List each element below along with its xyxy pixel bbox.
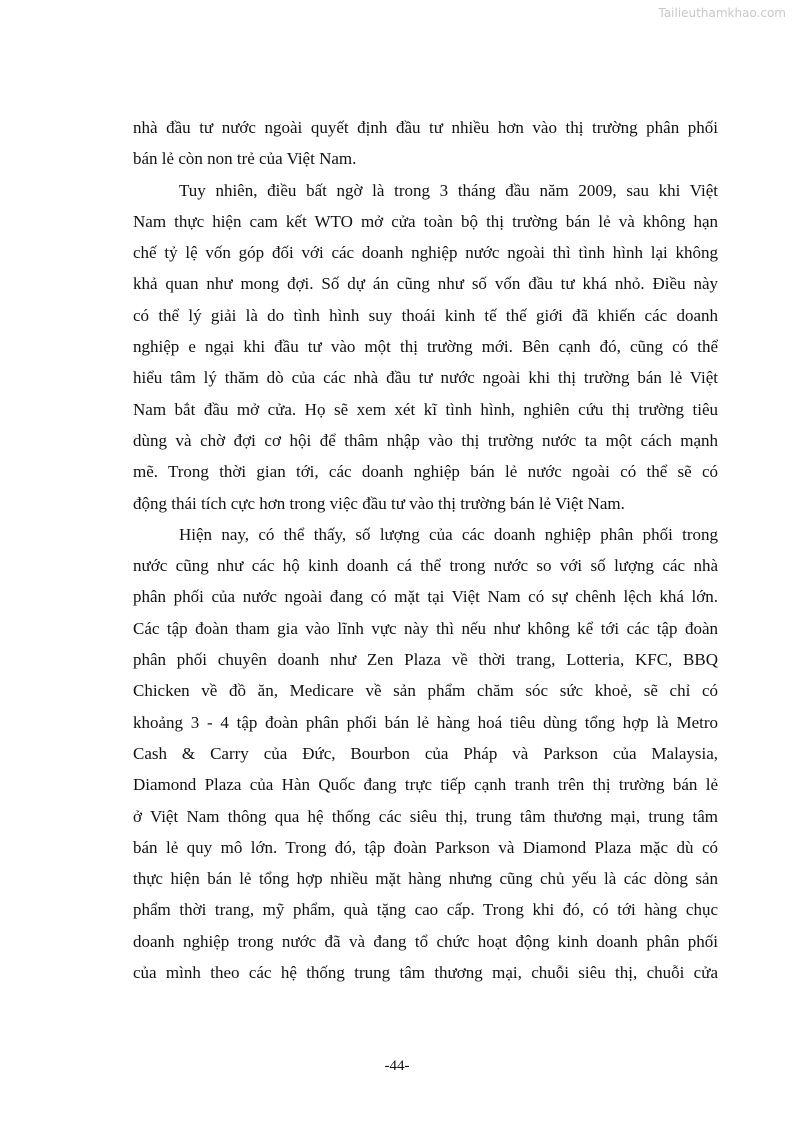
- text-line: nghiệp e ngại khi đầu tư vào một thị trường mới. Bên cạnh đó, cũng có thể: [133, 337, 718, 357]
- text-line: phân phối chuyên doanh như Zen Plaza về thời trang, Lotteria, KFC, BBQ: [133, 650, 718, 670]
- text-line: Chicken về đồ ăn, Medicare về sản phẩm chăm sóc sức khoẻ, sẽ chỉ có: [133, 681, 718, 701]
- text-line: có thể lý giải là do tình hình suy thoái kinh tế thế giới đã khiến các doanh: [133, 305, 718, 325]
- text-line: nhà đầu tư nước ngoài quyết định đầu tư nhiều hơn vào thị trường phân phối: [133, 118, 718, 137]
- text-line: Tuy nhiên, điều bất ngờ là trong 3 tháng đầu năm 2009, sau khi Việt: [179, 180, 718, 200]
- text-line: khả quan như mong đợi. Số dự án cũng như số vốn đầu tư khá nhỏ. Điều này: [133, 274, 718, 294]
- text-line: Diamond Plaza của Hàn Quốc đang trực tiếp cạnh tranh trên thị trường bán lẻ: [133, 775, 718, 795]
- text-line: Các tập đoàn tham gia vào lĩnh vực này thì nếu như không kể tới các tập đoàn: [133, 618, 718, 638]
- text-line: của mình theo các hệ thống trung tâm thương mại, chuỗi siêu thị, chuỗi cửa: [133, 963, 718, 983]
- text-line: Nam bắt đầu mở cửa. Họ sẽ xem xét kĩ tình hình, nghiên cứu thị trường tiêu: [133, 399, 718, 419]
- text-line: chế tỷ lệ vốn góp đối với các doanh nghiệp nước ngoài thì tình hình lại không: [133, 243, 718, 263]
- text-line: bán lẻ còn non trẻ của Việt Nam.: [133, 149, 357, 169]
- text-line: Cash & Carry của Đức, Bourbon của Pháp và Parkson của Malaysia,: [133, 743, 718, 763]
- text-line: phân phối của nước ngoài đang có mặt tại Việt Nam có sự chênh lệch khá lớn.: [133, 587, 718, 607]
- text-line: nước cũng như các hộ kinh doanh cá thể trong nước so với số lượng các nhà: [133, 556, 718, 576]
- text-line: ở Việt Nam thông qua hệ thống các siêu thị, trung tâm thương mại, trung tâm: [133, 806, 718, 826]
- text-line: động thái tích cực hơn trong việc đầu tư vào thị trường bán lẻ Việt Nam.: [133, 493, 625, 513]
- text-line: bán lẻ quy mô lớn. Trong đó, tập đoàn Parkson và Diamond Plaza mặc dù có: [133, 837, 718, 857]
- text-line: khoảng 3 - 4 tập đoàn phân phối bán lẻ hàng hoá tiêu dùng tổng hợp là Metro: [133, 712, 718, 732]
- page-number: -44-: [384, 1058, 410, 1074]
- text-line: thực hiện bán lẻ tổng hợp nhiều mặt hàng nhưng cũng chủ yếu là các dòng sản: [133, 869, 718, 889]
- paragraph-3: [133, 519, 718, 988]
- text-line: hiểu tâm lý thăm dò của các nhà đầu tư nước ngoài khi thị trường bán lẻ Việt: [133, 368, 718, 388]
- text-line: dùng và chờ đợi cơ hội để thâm nhập vào thị trường nước ta một cách mạnh: [133, 430, 718, 450]
- paragraph-1: [133, 112, 718, 175]
- watermark: Tailieuthamkhao.com: [658, 6, 786, 20]
- text-line: mẽ. Trong thời gian tới, các doanh nghiệp bán lẻ nước ngoài có thể sẽ có: [133, 462, 718, 482]
- text-line: phẩm thời trang, mỹ phẩm, quà tặng cao cấp. Trong khi đó, có tới hàng chục: [133, 900, 718, 920]
- page-body: [133, 112, 718, 988]
- text-line: doanh nghiệp trong nước đã và đang tổ chức hoạt động kinh doanh phân phối: [133, 931, 718, 951]
- text-line: Hiện nay, có thể thấy, số lượng của các doanh nghiệp phân phối trong: [179, 524, 718, 544]
- paragraph-2: [133, 175, 718, 519]
- text-line: Nam thực hiện cam kết WTO mở cửa toàn bộ thị trường bán lẻ và không hạn: [133, 211, 718, 231]
